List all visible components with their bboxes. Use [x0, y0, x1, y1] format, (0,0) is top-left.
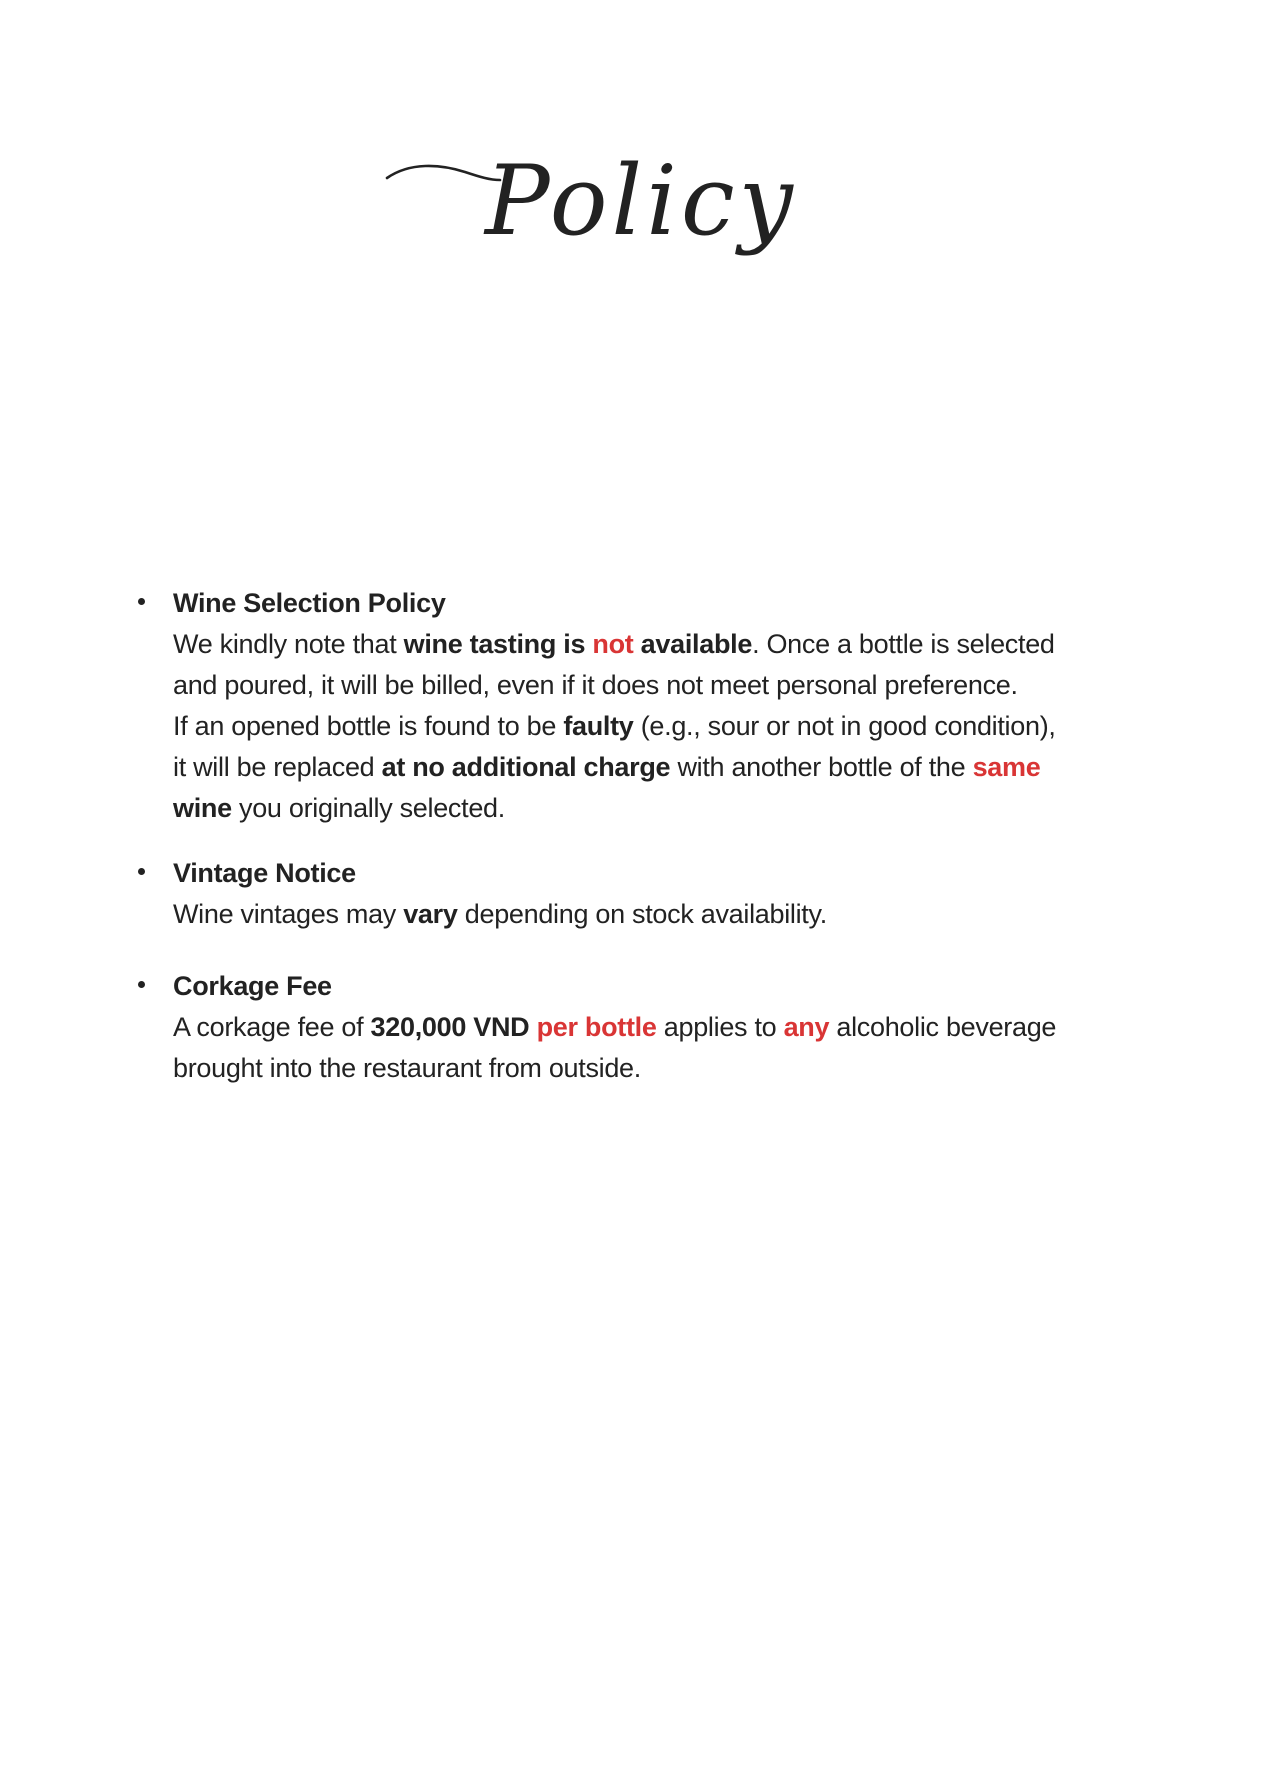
page-title-text: Policy [485, 145, 797, 257]
bold-text: available [633, 629, 753, 659]
body-text [529, 1012, 536, 1042]
bullet-icon [138, 981, 145, 988]
body-text: (e.g., sour or not in good condition), [633, 711, 1056, 741]
bold-text: 320,000 VND [370, 1012, 530, 1042]
bold-text: faulty [563, 711, 634, 741]
bold-text: at no additional charge [381, 752, 671, 782]
body-text: applies to [656, 1012, 784, 1042]
body-text: A corkage fee of [173, 1012, 371, 1042]
bullet-icon [138, 868, 145, 875]
section-heading: Vintage Notice [173, 858, 356, 888]
body-text: We kindly note that [173, 629, 404, 659]
body-line [173, 1012, 1056, 1043]
bullet-icon [138, 598, 145, 605]
body-text: you originally selected. [231, 793, 505, 823]
emphasis-red-text: same [972, 752, 1041, 782]
emphasis-red-text: any [783, 1012, 830, 1042]
body-line [173, 711, 1056, 742]
body-line [173, 899, 827, 930]
body-text: depending on stock availability. [457, 899, 827, 929]
emphasis-red-text: not [592, 629, 634, 659]
body-text: Wine vintages may [173, 899, 404, 929]
body-line [173, 793, 505, 824]
body-text: If an opened bottle is found to be [173, 711, 564, 741]
body-text: . Once a bottle is selected [752, 629, 1055, 659]
body-text: brought into the restaurant from outside. [173, 1053, 641, 1083]
page-title [385, 140, 815, 305]
body-text: alcoholic beverage [829, 1012, 1057, 1042]
emphasis-red-text: per bottle [536, 1012, 657, 1042]
bold-text: wine tasting is [403, 629, 593, 659]
body-text: it will be replaced [173, 752, 382, 782]
body-line [173, 629, 1055, 660]
body-line [173, 1053, 641, 1084]
body-line [173, 670, 1018, 701]
section-heading: Wine Selection Policy [173, 588, 446, 618]
bold-text: wine [173, 793, 232, 823]
body-text: with another bottle of the [670, 752, 973, 782]
body-line [173, 752, 1040, 783]
section-heading: Corkage Fee [173, 971, 332, 1001]
bold-text: vary [403, 899, 458, 929]
body-text: and poured, it will be billed, even if it does not meet personal preference. [173, 670, 1018, 700]
